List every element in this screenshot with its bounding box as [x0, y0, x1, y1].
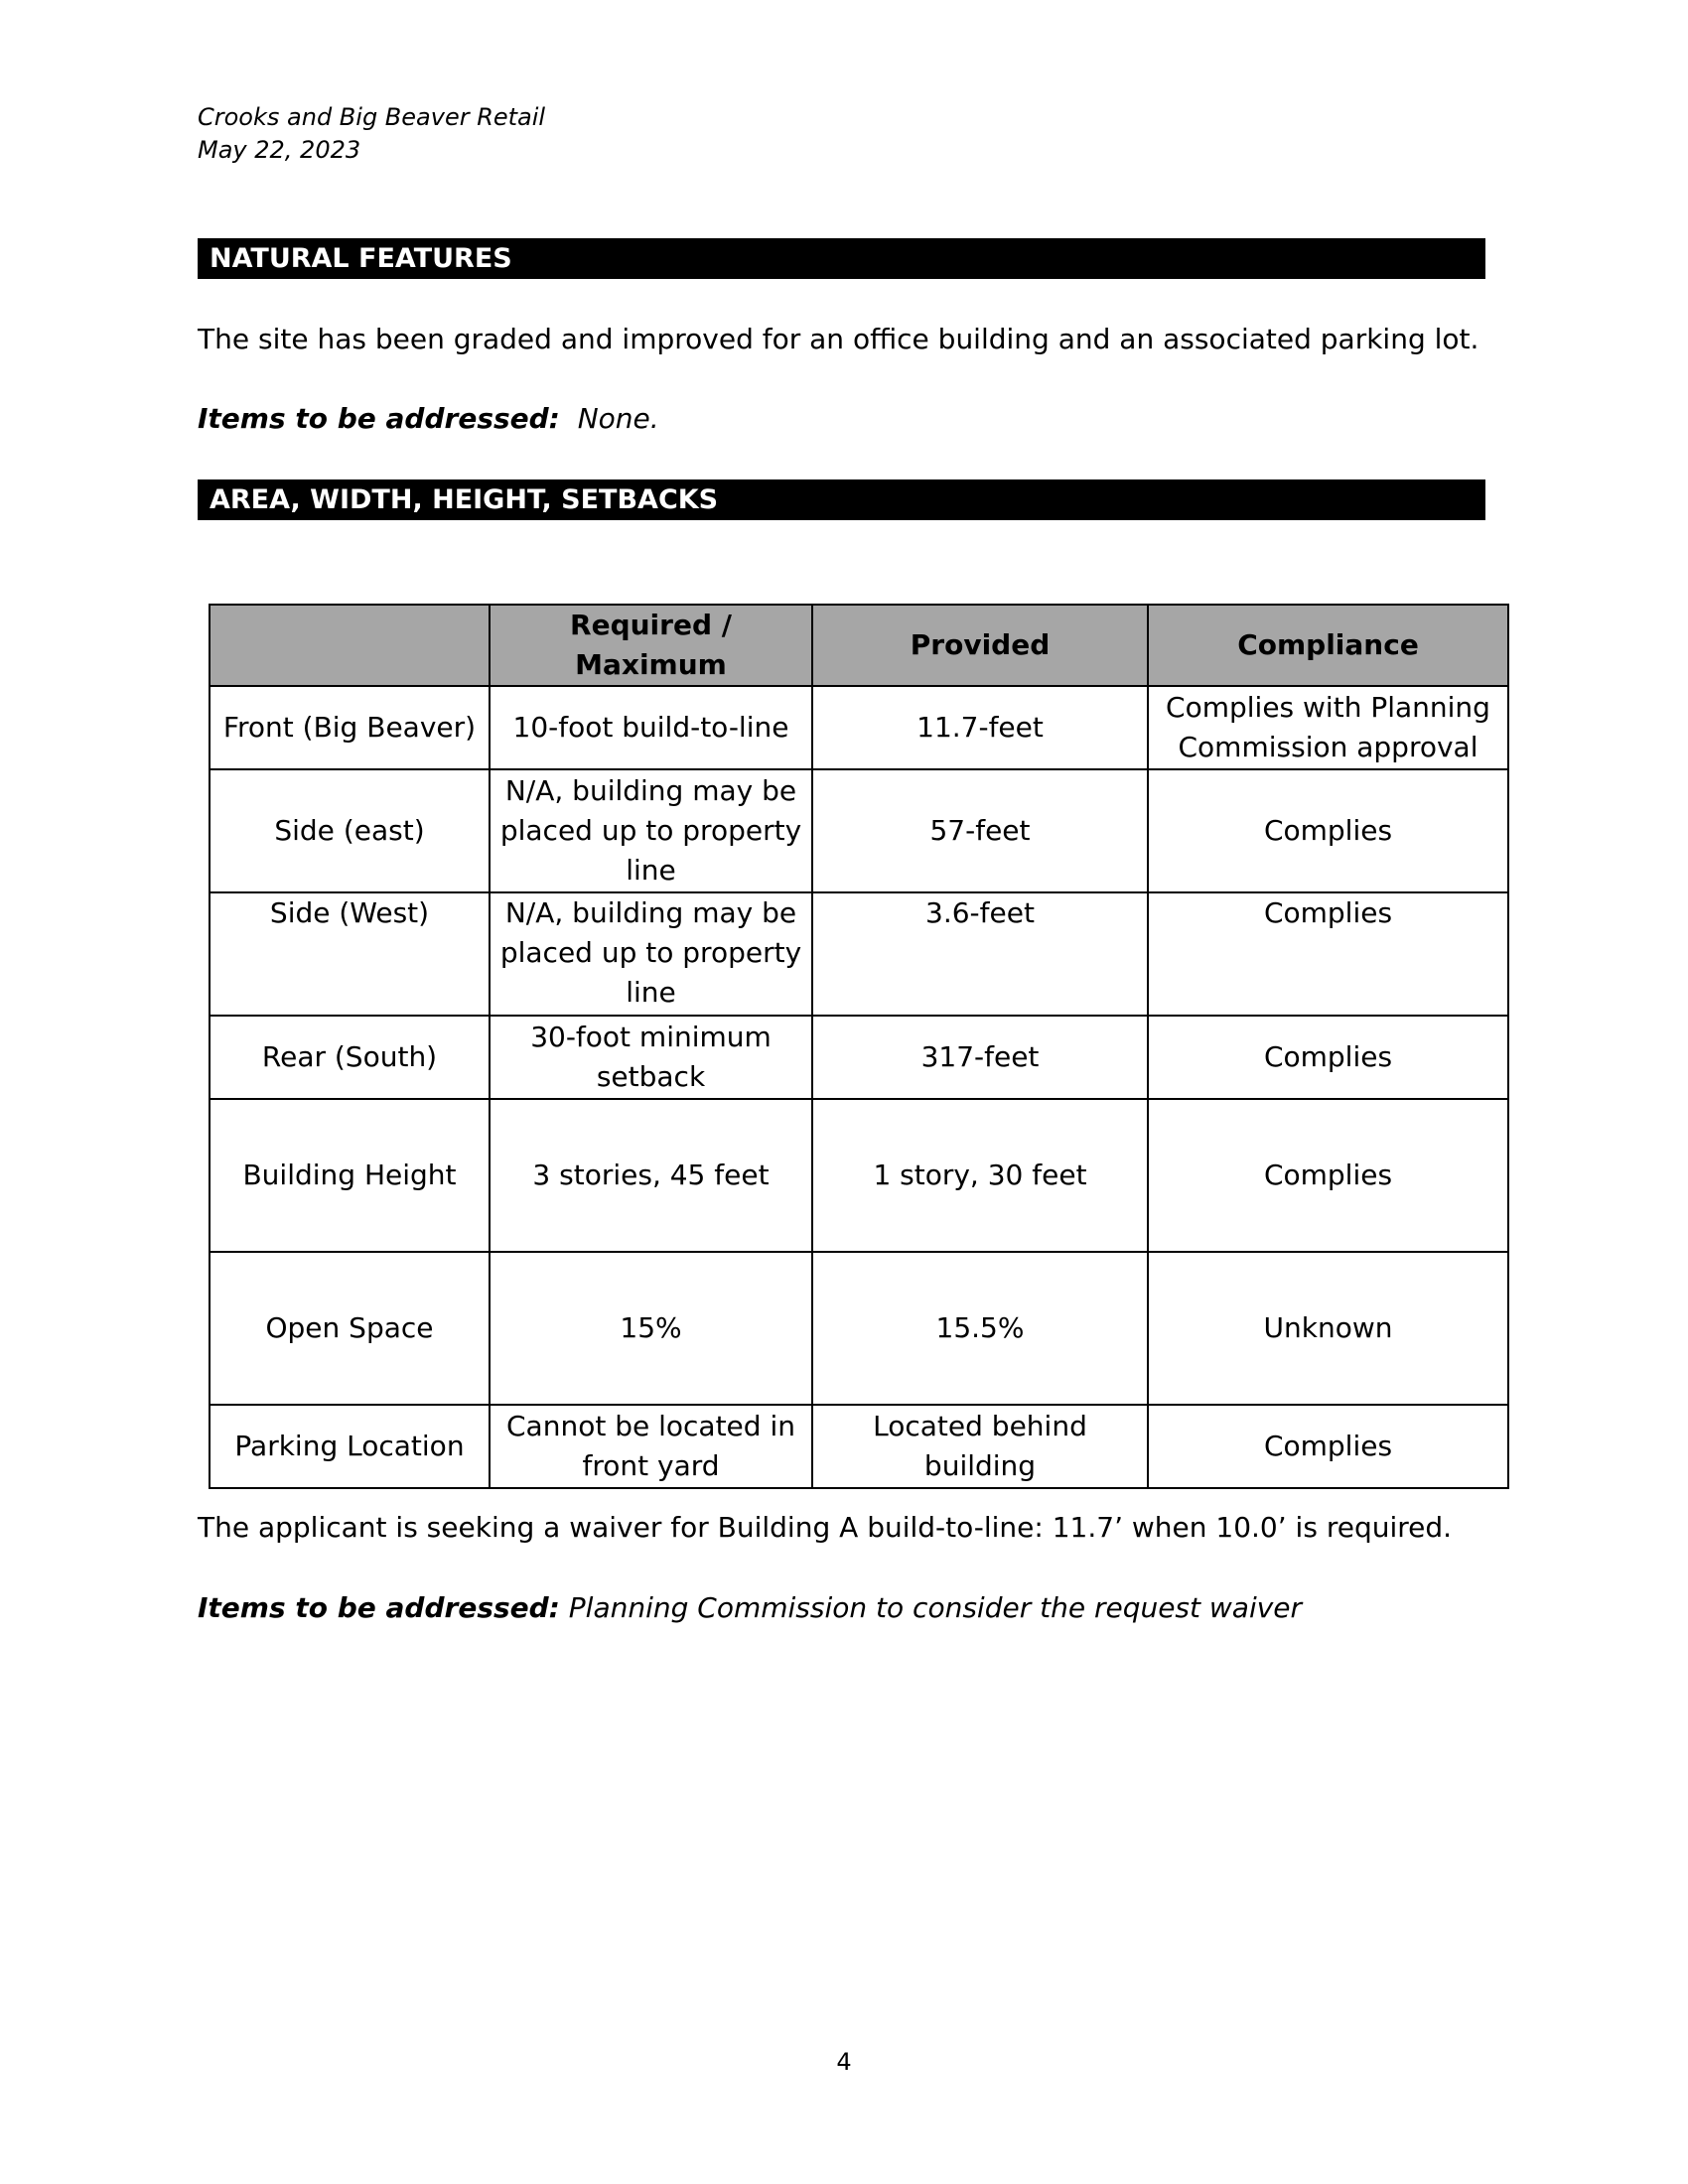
provided-cell: 3.6-feet	[812, 892, 1148, 1016]
document-header	[198, 101, 545, 167]
row-label: Front (Big Beaver)	[210, 686, 490, 769]
required-cell: N/A, building may be placed up to property line	[490, 892, 812, 1016]
compliance-cell: Complies	[1148, 1099, 1508, 1252]
header-project-name: Crooks and Big Beaver Retail	[198, 103, 546, 131]
required-cell: 3 stories, 45 feet	[490, 1099, 812, 1252]
table-row	[210, 686, 1508, 769]
items-value: None.	[577, 402, 659, 435]
column-header: Required / Maximum	[490, 605, 812, 686]
row-label: Open Space	[210, 1252, 490, 1405]
column-header: Provided	[812, 605, 1148, 686]
provided-cell: Located behind building	[812, 1405, 1148, 1488]
natural-features-paragraph: The site has been graded and improved for an office building and an associated parking lot.	[198, 323, 1479, 355]
table-row	[210, 769, 1508, 892]
table-row	[210, 1099, 1508, 1252]
required-cell: N/A, building may be placed up to property line	[490, 769, 812, 892]
compliance-cell: Complies	[1148, 1405, 1508, 1488]
natural-features-items	[198, 401, 659, 437]
provided-cell: 15.5%	[812, 1252, 1148, 1405]
provided-cell: 1 story, 30 feet	[812, 1099, 1148, 1252]
row-label: Side (east)	[210, 769, 490, 892]
compliance-cell: Complies	[1148, 892, 1508, 1016]
row-label: Side (West)	[210, 892, 490, 1016]
required-cell: 30-foot minimum setback	[490, 1016, 812, 1099]
column-header: Compliance	[1148, 605, 1508, 686]
section-title-setbacks: AREA, WIDTH, HEIGHT, SETBACKS	[198, 479, 1485, 520]
table-row	[210, 892, 1508, 1016]
header-date: May 22, 2023	[198, 136, 361, 164]
required-cell: 10-foot build-to-line	[490, 686, 812, 769]
compliance-cell: Complies	[1148, 769, 1508, 892]
row-label: Parking Location	[210, 1405, 490, 1488]
table-header-row	[210, 605, 1508, 686]
column-header	[210, 605, 490, 686]
page-number: 4	[836, 2048, 852, 2076]
table-row	[210, 1252, 1508, 1405]
compliance-cell: Complies	[1148, 1016, 1508, 1099]
table-row	[210, 1405, 1508, 1488]
section-title-natural-features: NATURAL FEATURES	[198, 238, 1485, 279]
items-value: Planning Commission to consider the request waiver	[568, 1591, 1303, 1624]
required-cell: Cannot be located in front yard	[490, 1405, 812, 1488]
provided-cell: 11.7-feet	[812, 686, 1148, 769]
row-label: Building Height	[210, 1099, 490, 1252]
row-label: Rear (South)	[210, 1016, 490, 1099]
required-cell: 15%	[490, 1252, 812, 1405]
provided-cell: 57-feet	[812, 769, 1148, 892]
waiver-paragraph: The applicant is seeking a waiver for Building A build-to-line: 11.7’ when 10.0’ is required.	[198, 1511, 1453, 1544]
compliance-cell: Complies with Planning Commission approval	[1148, 686, 1508, 769]
items-label: Items to be addressed:	[198, 402, 560, 435]
setbacks-table	[209, 604, 1509, 1489]
items-label: Items to be addressed:	[198, 1591, 560, 1624]
compliance-cell: Unknown	[1148, 1252, 1508, 1405]
setbacks-items	[198, 1590, 1302, 1626]
table-row	[210, 1016, 1508, 1099]
provided-cell: 317-feet	[812, 1016, 1148, 1099]
